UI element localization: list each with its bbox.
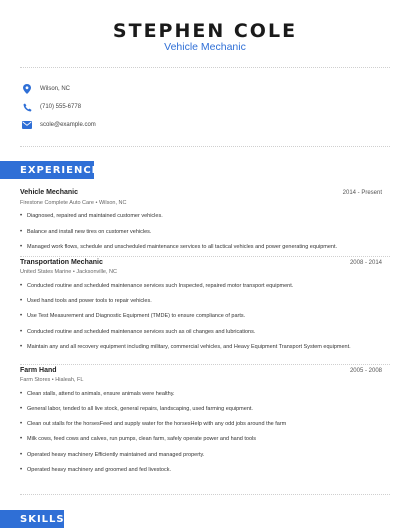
list-item: • Clean stalls, attend to animals, ensure animals were healthy. [20, 391, 175, 397]
list-item: • Clean out stalls for the horsesFeed and supply water for the horsesHelp with any odd jobs around the farm [20, 421, 287, 427]
contact-location [22, 83, 70, 95]
experience-section-heading: EXPERIENCE [0, 161, 94, 179]
contact-phone-text: (710) 555-6778 [40, 104, 82, 110]
list-item: • Balance and install new tires on customer vehicles. [20, 229, 152, 235]
list-item: • Operated heavy machinery and groomed and fed livestock. [20, 467, 171, 473]
job-title: Farm Hand [20, 367, 57, 374]
divider [20, 67, 390, 68]
list-item: • Managed work flows, schedule and unscheduled maintenance services to all tactical vehicles and power generating equipment. [20, 244, 338, 250]
list-item: • Use Test Measurement and Diagnostic Equipment (TMDE) to ensure compliance of parts. [20, 313, 246, 319]
list-item: • Conducted routine and scheduled maintenance services such as oil changes and lubrications. [20, 329, 256, 335]
job-company: Firestone Complete Auto Care • Wilson, NC [20, 200, 127, 206]
list-item: • General labor, tended to all live stock, general repairs, landscaping, used farming equipment. [20, 406, 253, 412]
list-item: • Diagnosed, repaired and maintained customer vehicles. [20, 213, 163, 219]
contact-email-text[interactable]: scole@example.com [40, 122, 96, 128]
job-dates: 2005 - 2008 [349, 368, 382, 374]
job-title: Transportation Mechanic [20, 259, 103, 266]
list-item: • Conducted routine and scheduled maintenance services such Inspected, repaired motor transport equipment. [20, 283, 294, 289]
divider [20, 364, 390, 365]
divider [20, 494, 390, 495]
job-dates: 2014 - Present [342, 190, 382, 196]
contact-phone [22, 101, 81, 113]
job-company: United States Marine • Jacksonville, NC [20, 269, 117, 275]
email-icon [22, 120, 32, 130]
job-company: Farm Stores • Hialeah, FL [20, 377, 84, 383]
list-item: • Used hand tools and power tools to repair vehicles. [20, 298, 152, 304]
phone-icon [22, 102, 32, 112]
list-item: • Maintain any and all recovery equipment including military, commercial vehicles, and Heavy Equipment Transport System equipment. [20, 344, 351, 350]
divider [20, 146, 390, 147]
divider [20, 256, 390, 257]
job-dates: 2008 - 2014 [349, 260, 382, 266]
contact-email[interactable] [22, 119, 96, 131]
list-item: • Milk cows, feed cows and calves, run pumps, clean farm, safely operate power and hand tools [20, 436, 256, 442]
location-pin-icon [22, 84, 32, 94]
contact-location-text: Wilson, NC [40, 86, 71, 92]
candidate-role: Vehicle Mechanic [164, 41, 246, 53]
job-title: Vehicle Mechanic [20, 189, 78, 196]
list-item: • Operated heavy machinery Efficiently maintained and managed property. [20, 452, 205, 458]
skills-section-heading: SKILLS [0, 510, 64, 528]
candidate-name: STEPHEN COLE [112, 20, 298, 42]
